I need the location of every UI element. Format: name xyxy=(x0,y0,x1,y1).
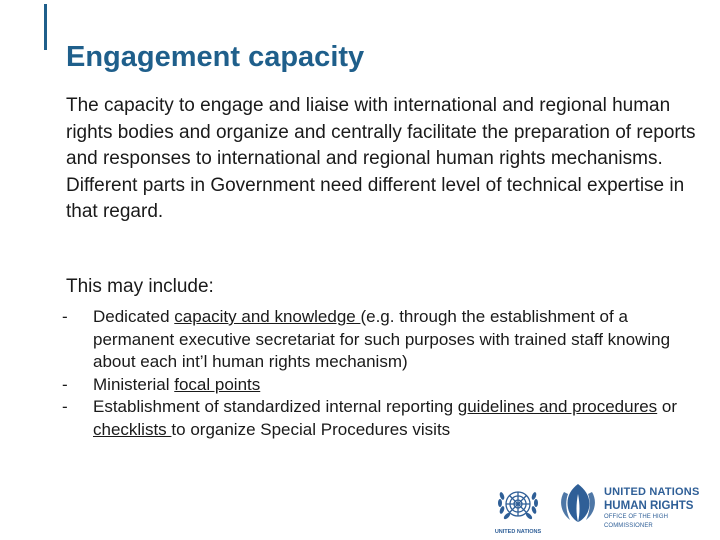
bullet-marker: - xyxy=(62,374,68,394)
wordmark-line: OFFICE OF THE HIGH COMMISSIONER xyxy=(604,514,669,529)
bullet-text: Establishment of standardized internal reporting xyxy=(93,397,458,416)
human-rights-emblem-icon xyxy=(556,480,600,526)
bullet-text: Dedicated xyxy=(93,307,175,326)
accent-bar xyxy=(44,4,47,50)
un-emblem-icon xyxy=(492,482,544,536)
un-emblem-caption: UNITED NATIONS xyxy=(494,529,542,535)
bullet-item xyxy=(58,396,708,441)
wordmark-line: UNITED NATIONS xyxy=(604,486,700,498)
wordmark-line: HUMAN RIGHTS xyxy=(604,500,694,512)
bullet-item xyxy=(58,306,708,374)
slide-title: Engagement capacity xyxy=(66,41,365,73)
bullet-marker: - xyxy=(62,307,68,326)
bullet-text: Ministerial xyxy=(93,374,175,394)
bullet-text: or xyxy=(657,397,678,416)
intro-paragraph: The capacity to engage and liaise with international and regional human rights bodies and organize and centrally facilitate the preparation of reports and responses to international and regional human rights mechanisms. Different parts in Government need different level of technical expertise in that regard. xyxy=(66,95,696,222)
lead-text: This may include: xyxy=(66,276,214,297)
bullet-list xyxy=(58,306,708,441)
underlined-term: guidelines and procedures xyxy=(457,397,658,416)
bullet-text: to organize Special Procedures visits xyxy=(171,419,451,439)
bullet-item xyxy=(58,374,708,397)
human-rights-wordmark xyxy=(604,486,716,531)
underlined-term: checklists xyxy=(93,419,172,439)
bullet-text: (e.g. through the establishment of a permanent executive secretariat for such purposes with trained staff knowing about each int’l human rights mechanism) xyxy=(93,307,671,371)
bullet-marker: - xyxy=(62,397,68,416)
underlined-term: capacity and knowledge xyxy=(174,307,361,326)
underlined-term: focal points xyxy=(174,374,261,394)
